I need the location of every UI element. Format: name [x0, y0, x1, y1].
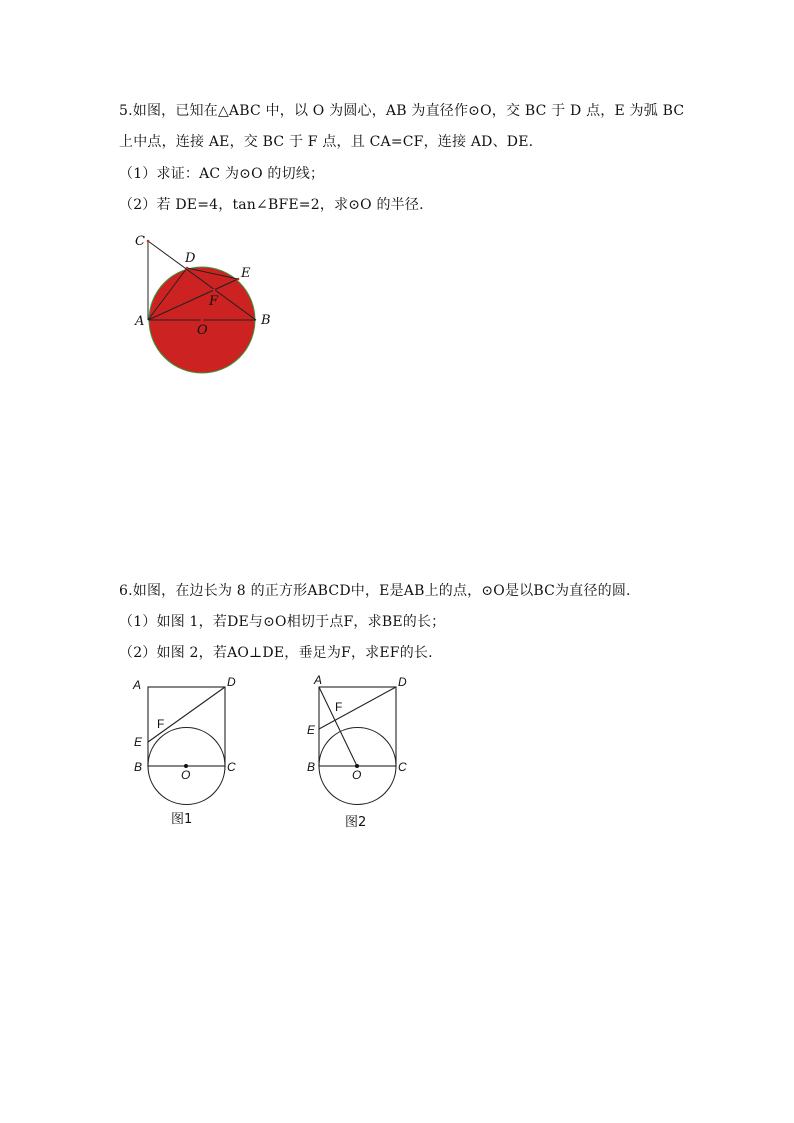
square-abcd — [319, 687, 396, 766]
label-d: D — [185, 251, 196, 266]
label-f: F — [335, 700, 343, 714]
figure1-caption: 图1 — [171, 812, 193, 827]
label-a: A — [314, 673, 323, 687]
label-a: A — [133, 678, 142, 692]
label-f: F — [209, 294, 219, 309]
label-o: O — [352, 768, 362, 782]
figure2-caption: 图2 — [345, 815, 367, 830]
label-e: E — [134, 735, 143, 749]
problem5-part1: （1）求证：AC 为⊙O 的切线； — [119, 166, 325, 182]
problem5-statement-line1: 5.如图，已知在△ABC 中，以 O 为圆心，AB 为直径作⊙O，交 BC 于 D 点，E 为弧 BC — [119, 103, 685, 119]
label-o: O — [181, 768, 191, 782]
label-c: C — [398, 760, 407, 774]
problem6-part1: （1）如图 1，若DE与⊙O相切于点F，求BE的长； — [119, 614, 446, 630]
segment-de — [319, 687, 396, 729]
label-o: O — [197, 323, 208, 338]
label-e: E — [241, 266, 251, 281]
label-b: B — [134, 760, 143, 774]
label-b: B — [261, 313, 271, 328]
label-a: A — [135, 314, 145, 329]
problem6-part2: （2）如图 2，若AO⊥DE，垂足为F，求EF的长. — [119, 645, 433, 661]
label-e: E — [307, 723, 316, 737]
label-c: C — [227, 760, 236, 774]
problem5-part2: （2）若 DE=4，tan∠BFE=2，求⊙O 的半径. — [119, 197, 424, 213]
label-b: B — [307, 760, 316, 774]
label-d: D — [398, 675, 407, 689]
label-c: C — [135, 234, 145, 249]
label-f: F — [157, 717, 165, 731]
label-d: D — [227, 675, 236, 689]
problem6-statement-line1: 6.如图，在边长为 8 的正方形ABCD中，E是AB上的点，⊙O是以BC为直径的圆. — [119, 583, 631, 599]
problem5-statement-line2: 上中点，连接 AE，交 BC 于 F 点，且 CA=CF，连接 AD、DE. — [119, 134, 534, 150]
